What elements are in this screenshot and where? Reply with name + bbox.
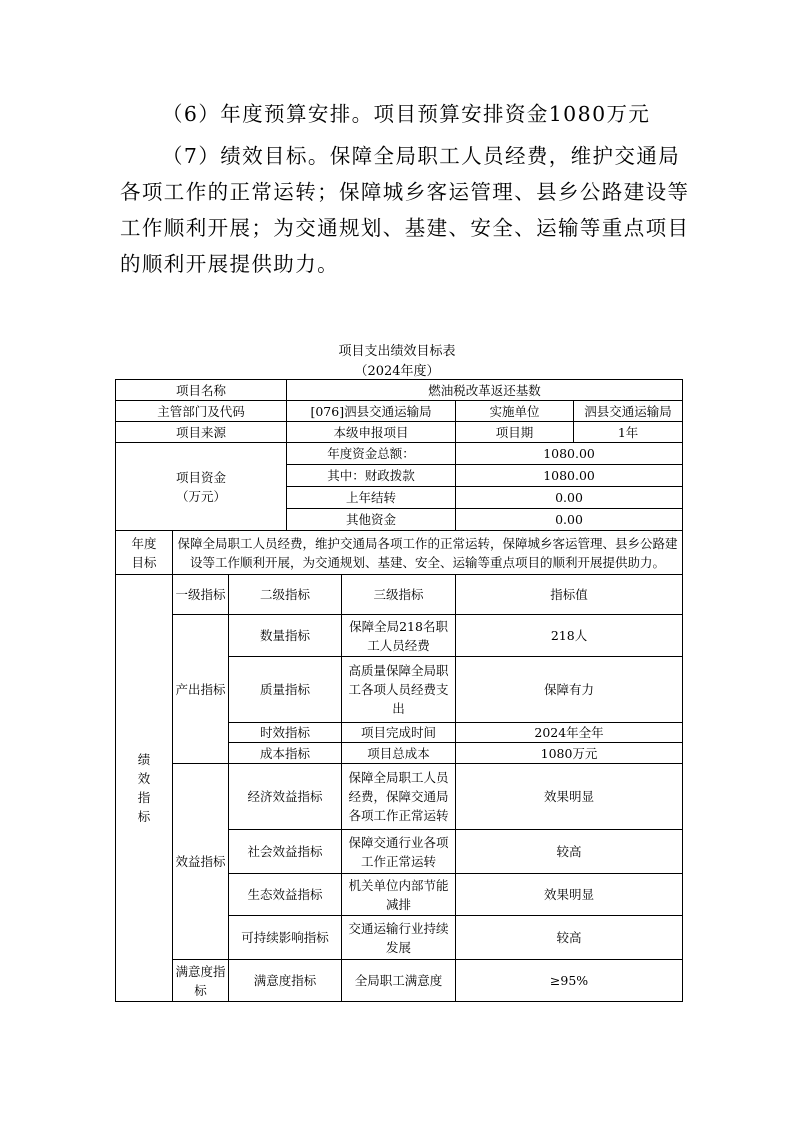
- impl-value: 泗县交通运输局: [574, 401, 683, 422]
- funds-total-label: 年度资金总额：: [287, 443, 456, 465]
- satisfaction-level3: 全局职工满意度: [342, 960, 456, 1002]
- satisfaction-value: ≥95%: [456, 960, 683, 1002]
- benefit-level3: 机关单位内部节能减排: [342, 874, 456, 916]
- funds-other-value: 0.00: [456, 509, 683, 531]
- source-value: 本级申报项目: [287, 422, 456, 443]
- project-name-value: 燃油税改革返还基数: [287, 380, 683, 401]
- output-value: 2024年全年: [456, 723, 683, 743]
- benefit-level2: 经济效益指标: [229, 764, 342, 830]
- output-value: 保障有力: [456, 657, 683, 723]
- header-value: 指标值: [456, 575, 683, 615]
- source-label: 项目来源: [116, 422, 287, 443]
- project-name-label: 项目名称: [116, 380, 287, 401]
- funds-label-text: 项目资金: [176, 469, 227, 485]
- output-level3: 项目完成时间: [342, 723, 456, 743]
- satisfaction-level2: 满意度指标: [229, 960, 342, 1002]
- benefit-level2: 生态效益指标: [229, 874, 342, 916]
- funds-label: [116, 443, 287, 531]
- header-level3: 三级指标: [342, 575, 456, 615]
- period-label: 项目期: [456, 422, 574, 443]
- paragraph-budget: （6）年度预算安排。项目预算安排资金1080万元: [162, 102, 651, 126]
- period-value: 1年: [574, 422, 683, 443]
- funds-fiscal-label: 其中：财政拨款: [287, 465, 456, 487]
- funds-unit: （万元）: [176, 488, 227, 504]
- output-level2: 质量指标: [229, 657, 342, 723]
- perf-char-3: 指: [137, 790, 151, 805]
- benefit-value: 效果明显: [456, 764, 683, 830]
- funds-fiscal-value: 1080.00: [456, 465, 683, 487]
- benefit-indicator-label: 效益指标: [173, 764, 229, 960]
- table-title: 项目支出绩效目标表: [338, 344, 456, 359]
- output-value: 218人: [456, 615, 683, 657]
- objective-text: 保障全局职工人员经费，维护交通局各项工作的正常运转，保障城乡客运管理、县乡公路建设等工作顺利开展，为交通规划、基建、安全、运输等重点项目的顺利开展提供助力。: [173, 531, 683, 575]
- perf-char-4: 标: [137, 809, 151, 824]
- funds-other-label: 其他资金: [287, 509, 456, 531]
- dept-value: [076]泗县交通运输局: [287, 401, 456, 422]
- objective-label-line1: 年度: [131, 535, 157, 551]
- satisfaction-indicator-label: 满意度指标: [173, 960, 229, 1002]
- benefit-level2: 社会效益指标: [229, 830, 342, 874]
- output-level3: 高质量保障全局职工各项人员经费支出: [342, 657, 456, 723]
- perf-char-2: 效: [137, 771, 151, 786]
- funds-total-value: 1080.00: [456, 443, 683, 465]
- benefit-level3: 保障全局职工人员经费，保障交通局各项工作正常运转: [342, 764, 456, 830]
- benefit-level3: 交通运输行业持续发展: [342, 916, 456, 960]
- benefit-level2: 可持续影响指标: [229, 916, 342, 960]
- impl-label: 实施单位: [456, 401, 574, 422]
- paragraph-objective: （7）绩效目标。保障全局职工人员经费，维护交通局各项工作的正常运转；保障城乡客运管理、县乡公路建设等工作顺利开展；为交通规划、基建、安全、运输等重点项目的顺利开展提供助力。: [120, 144, 690, 276]
- table-year: （2024年度）: [354, 364, 440, 379]
- output-level2: 成本指标: [229, 743, 342, 764]
- benefit-value: 较高: [456, 830, 683, 874]
- perf-indicator-label: [116, 575, 173, 1002]
- output-level3: 项目总成本: [342, 743, 456, 764]
- output-level3: 保障全局218名职工人员经费: [342, 615, 456, 657]
- benefit-level3: 保障交通行业各项工作正常运转: [342, 830, 456, 874]
- output-value: 1080万元: [456, 743, 683, 764]
- header-level2: 二级指标: [229, 575, 342, 615]
- header-level1: 一级指标: [173, 575, 229, 615]
- dept-label: 主管部门及代码: [116, 401, 287, 422]
- output-indicator-label: 产出指标: [173, 615, 229, 764]
- performance-table: [115, 379, 683, 1002]
- funds-carry-label: 上年结转: [287, 487, 456, 509]
- perf-char-1: 绩: [137, 752, 151, 767]
- objective-label-line2: 目标: [131, 554, 157, 570]
- benefit-value: 较高: [456, 916, 683, 960]
- output-level2: 时效指标: [229, 723, 342, 743]
- benefit-value: 效果明显: [456, 874, 683, 916]
- funds-carry-value: 0.00: [456, 487, 683, 509]
- output-level2: 数量指标: [229, 615, 342, 657]
- objective-label: [116, 531, 173, 575]
